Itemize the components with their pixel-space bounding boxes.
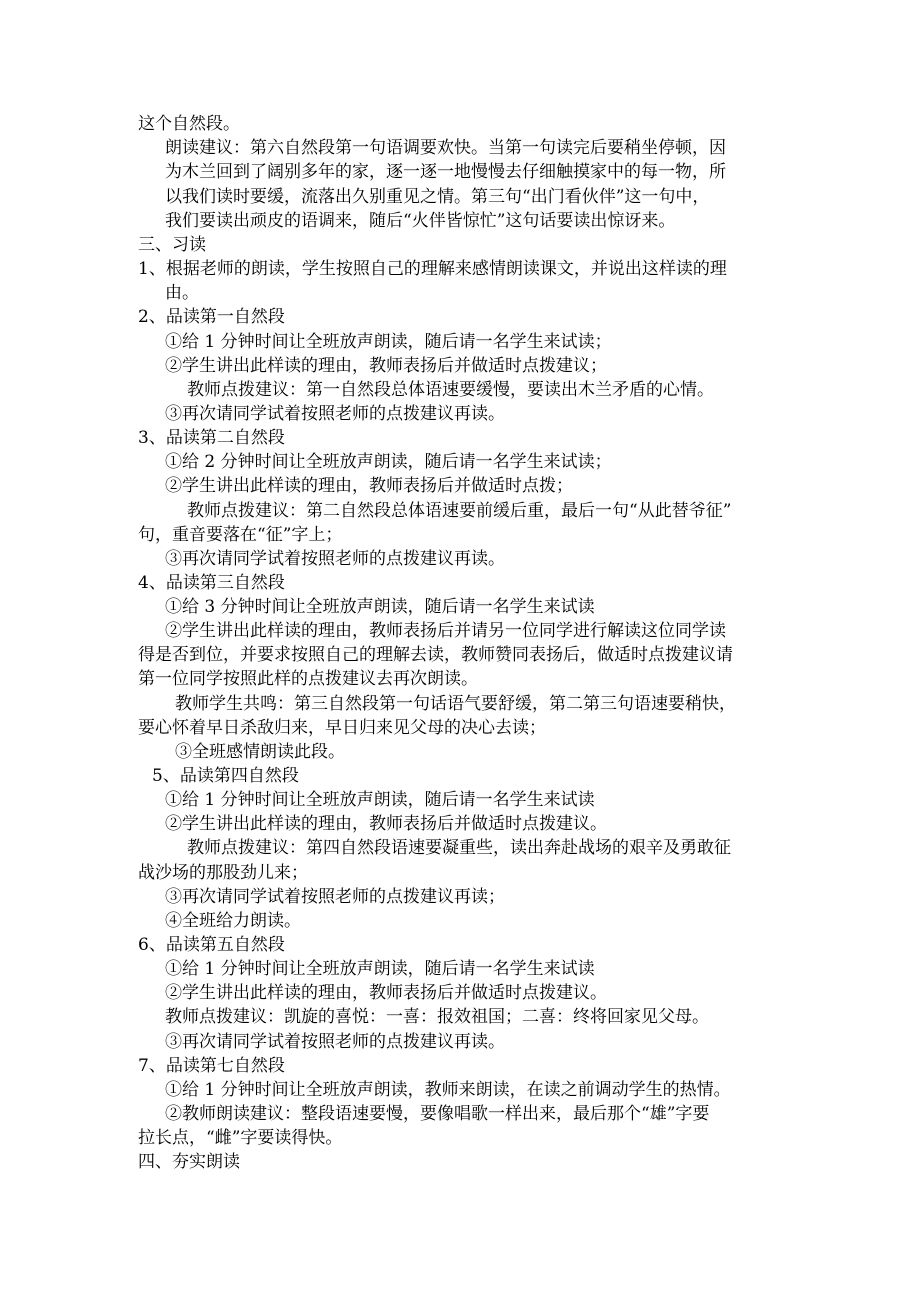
- text-line: 第一位同学按照此样的点拨建议去再次朗读。: [138, 669, 478, 689]
- text-line: ②学生讲出此样读的理由，教师表扬后并做适时点拨建议；: [165, 356, 607, 376]
- text-line: 教师点拨建议：第四自然段语速要凝重些，读出奔赴战场的艰辛及勇敢征: [187, 838, 731, 858]
- text-line: 由。: [165, 283, 199, 303]
- subsection-heading: 2、品读第一自然段: [138, 307, 285, 327]
- text-line: 教师点拨建议：凯旋的喜悦：一喜：报效祖国；二喜：终将回家见父母。: [165, 1007, 709, 1027]
- section-heading: 四、夯实朗读: [138, 1152, 240, 1172]
- text-line: 得是否到位，并要求按照自己的理解去读，教师赞同表扬后，做适时点拨建议请: [138, 645, 733, 665]
- text-line: 教师点拨建议：第一自然段总体语速要缓慢，要读出木兰矛盾的心情。: [187, 380, 714, 400]
- text-line: 要心怀着早日杀敌归来，早日归来见父母的决心去读；: [138, 718, 546, 738]
- text-line: 拉长点，“雌”字要读得快。: [138, 1128, 343, 1148]
- text-line: ③再次请同学试着按照老师的点拨建议再读。: [165, 1032, 505, 1052]
- text-line: ③再次请同学试着按照老师的点拨建议再读；: [165, 887, 505, 907]
- subsection-heading: 5、品读第四自然段: [152, 766, 299, 786]
- text-line: ①给 3 分钟时间让全班放声朗读，随后请一名学生来试读: [165, 597, 595, 617]
- subsection-heading: 6、品读第五自然段: [138, 935, 285, 955]
- text-line: ①给 1 分钟时间让全班放声朗读，教师来朗读，在读之前调动学生的热情。: [165, 1080, 731, 1100]
- text-line: ④全班给力朗读。: [165, 911, 301, 931]
- text-line: ②学生讲出此样读的理由，教师表扬后并做适时点拨；: [165, 476, 573, 496]
- subsection-heading: 3、品读第二自然段: [138, 428, 285, 448]
- text-line: ①给 1 分钟时间让全班放声朗读，随后请一名学生来试读: [165, 959, 595, 979]
- subsection-heading: 7、品读第七自然段: [138, 1056, 285, 1076]
- text-line: 为木兰回到了阔别多年的家，逐一逐一地慢慢去仔细触摸家中的每一物，所: [165, 162, 726, 182]
- text-line: 这个自然段。: [138, 114, 240, 134]
- text-line: ③再次请同学试着按照老师的点拨建议再读。: [165, 404, 505, 424]
- text-line: ②学生讲出此样读的理由，教师表扬后并做适时点拨建议。: [165, 983, 607, 1003]
- text-line: ②教师朗读建议：整段语速要慢，要像唱歌一样出来，最后那个“雄”字要: [165, 1104, 710, 1124]
- text-line: 朗读建议：第六自然段第一句语调要欢快。当第一句读完后要稍坐停顿，因: [165, 138, 726, 158]
- text-line: ①给 1 分钟时间让全班放声朗读，随后请一名学生来试读: [165, 790, 595, 810]
- text-line: 1、根据老师的朗读，学生按照自己的理解来感情朗读课文，并说出这样读的理: [138, 259, 727, 279]
- text-line: 教师点拨建议：第二自然段总体语速要前缓后重，最后一句“从此替爷征”: [187, 501, 732, 521]
- text-line: ③再次请同学试着按照老师的点拨建议再读。: [165, 549, 505, 569]
- text-line: ③全班感情朗读此段。: [175, 742, 345, 762]
- text-line: ②学生讲出此样读的理由，教师表扬后并请另一位同学进行解读这位同学读: [165, 621, 726, 641]
- text-line: ①给 2 分钟时间让全班放声朗读，随后请一名学生来试读；: [165, 452, 612, 472]
- text-line: 以我们读时要缓，流落出久别重见之情。第三句“出门看伙伴”这一句中，: [165, 187, 710, 207]
- section-heading: 三、习读: [138, 235, 206, 255]
- subsection-heading: 4、品读第三自然段: [138, 573, 285, 593]
- text-line: 战沙场的那股劲儿来；: [138, 863, 308, 883]
- text-line: 句，重音要落在“征”字上；: [138, 525, 343, 545]
- text-line: ②学生讲出此样读的理由，教师表扬后并做适时点拨建议。: [165, 814, 607, 834]
- text-line: 教师学生共鸣：第三自然段第一句话语气要舒缓，第二第三句语速要稍快，: [175, 694, 736, 714]
- text-line: ①给 1 分钟时间让全班放声朗读，随后请一名学生来试读；: [165, 332, 612, 352]
- text-line: 我们要读出顽皮的语调来，随后“火伴皆惊忙”这句话要读出惊讶来。: [165, 211, 676, 231]
